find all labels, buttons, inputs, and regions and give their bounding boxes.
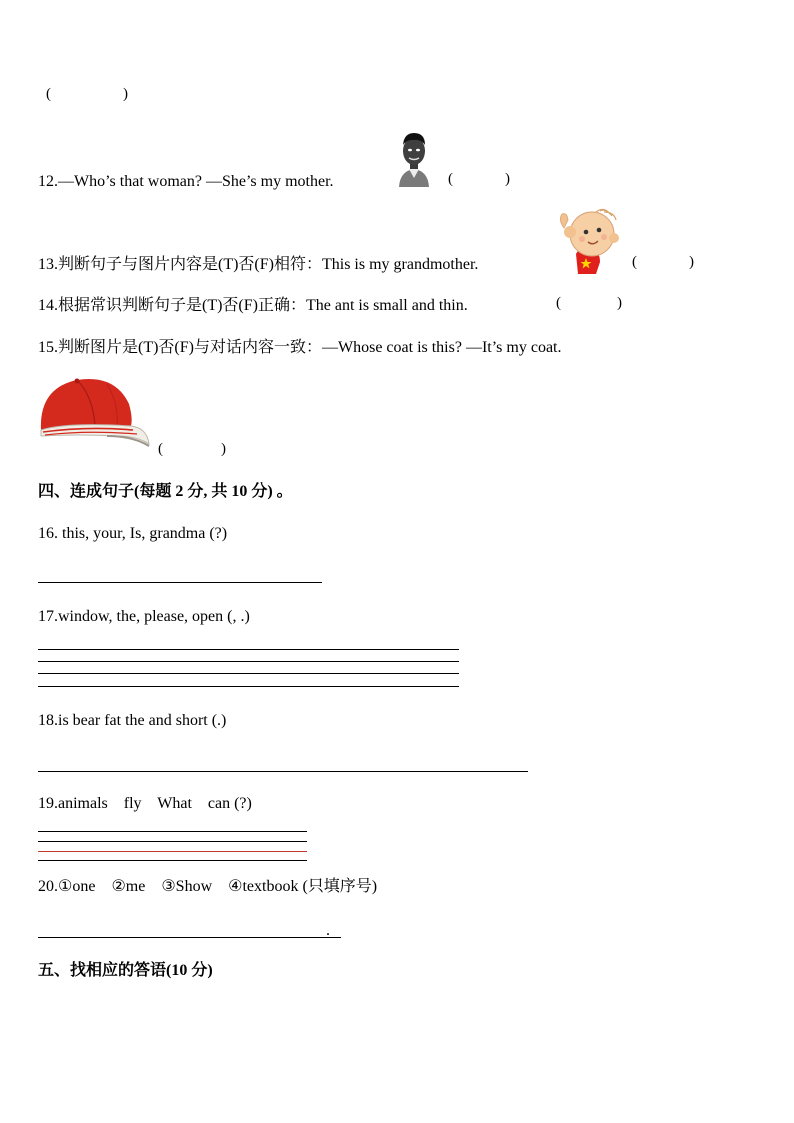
red-cap-icon	[37, 374, 151, 454]
writing-line-19-1[interactable]	[38, 831, 307, 832]
answer-parentheses-14[interactable]: ( )	[556, 295, 622, 311]
question-18-text: 18.is bear fat the and short (.)	[38, 712, 227, 729]
question-20-text: 20.①one ②me ③Show ④textbook (只填序号)	[38, 878, 378, 895]
writing-line-17-3[interactable]	[38, 673, 459, 674]
question-15-text: 15.判断图片是(T)否(F)与对话内容一致：—Whose coat is this? —It’s my coat.	[38, 339, 562, 356]
answer-line-20[interactable]	[38, 937, 341, 938]
question-16-text: 16. this, your, Is, grandma (?)	[38, 525, 228, 542]
answer-line-16[interactable]	[38, 582, 322, 583]
answer-parentheses-13[interactable]: ( )	[632, 254, 694, 270]
writing-line-17-2[interactable]	[38, 661, 459, 662]
question-12-text: 12.—Who’s that woman? —She’s my mother.	[38, 173, 334, 190]
baby-waving-icon	[556, 206, 626, 274]
section-5-heading: 五、找相应的答语(10 分)	[38, 962, 213, 979]
answer-parentheses-top[interactable]: ( )	[46, 86, 128, 102]
answer-parentheses-15[interactable]: ( )	[158, 441, 226, 457]
writing-line-19-4[interactable]	[38, 860, 307, 861]
question-17-text: 17.window, the, please, open (, .)	[38, 608, 250, 625]
question-13-text: 13.判断句子与图片内容是(T)否(F)相符：This is my grandmother.	[38, 256, 479, 273]
writing-line-17-4[interactable]	[38, 686, 459, 687]
question-14-text: 14.根据常识判断句子是(T)否(F)正确：The ant is small and thin.	[38, 297, 468, 314]
answer-line-20-dot: .	[326, 922, 330, 939]
writing-line-19-red[interactable]	[38, 851, 307, 852]
section-4-heading: 四、连成句子(每题 2 分, 共 10 分) 。	[38, 483, 293, 500]
writing-line-19-2[interactable]	[38, 841, 307, 842]
answer-parentheses-12[interactable]: ( )	[448, 171, 510, 187]
writing-line-17-1[interactable]	[38, 649, 459, 650]
question-19-text: 19.animals fly What can (?)	[38, 795, 252, 812]
answer-line-18[interactable]	[38, 771, 528, 772]
man-portrait-icon	[396, 131, 432, 187]
